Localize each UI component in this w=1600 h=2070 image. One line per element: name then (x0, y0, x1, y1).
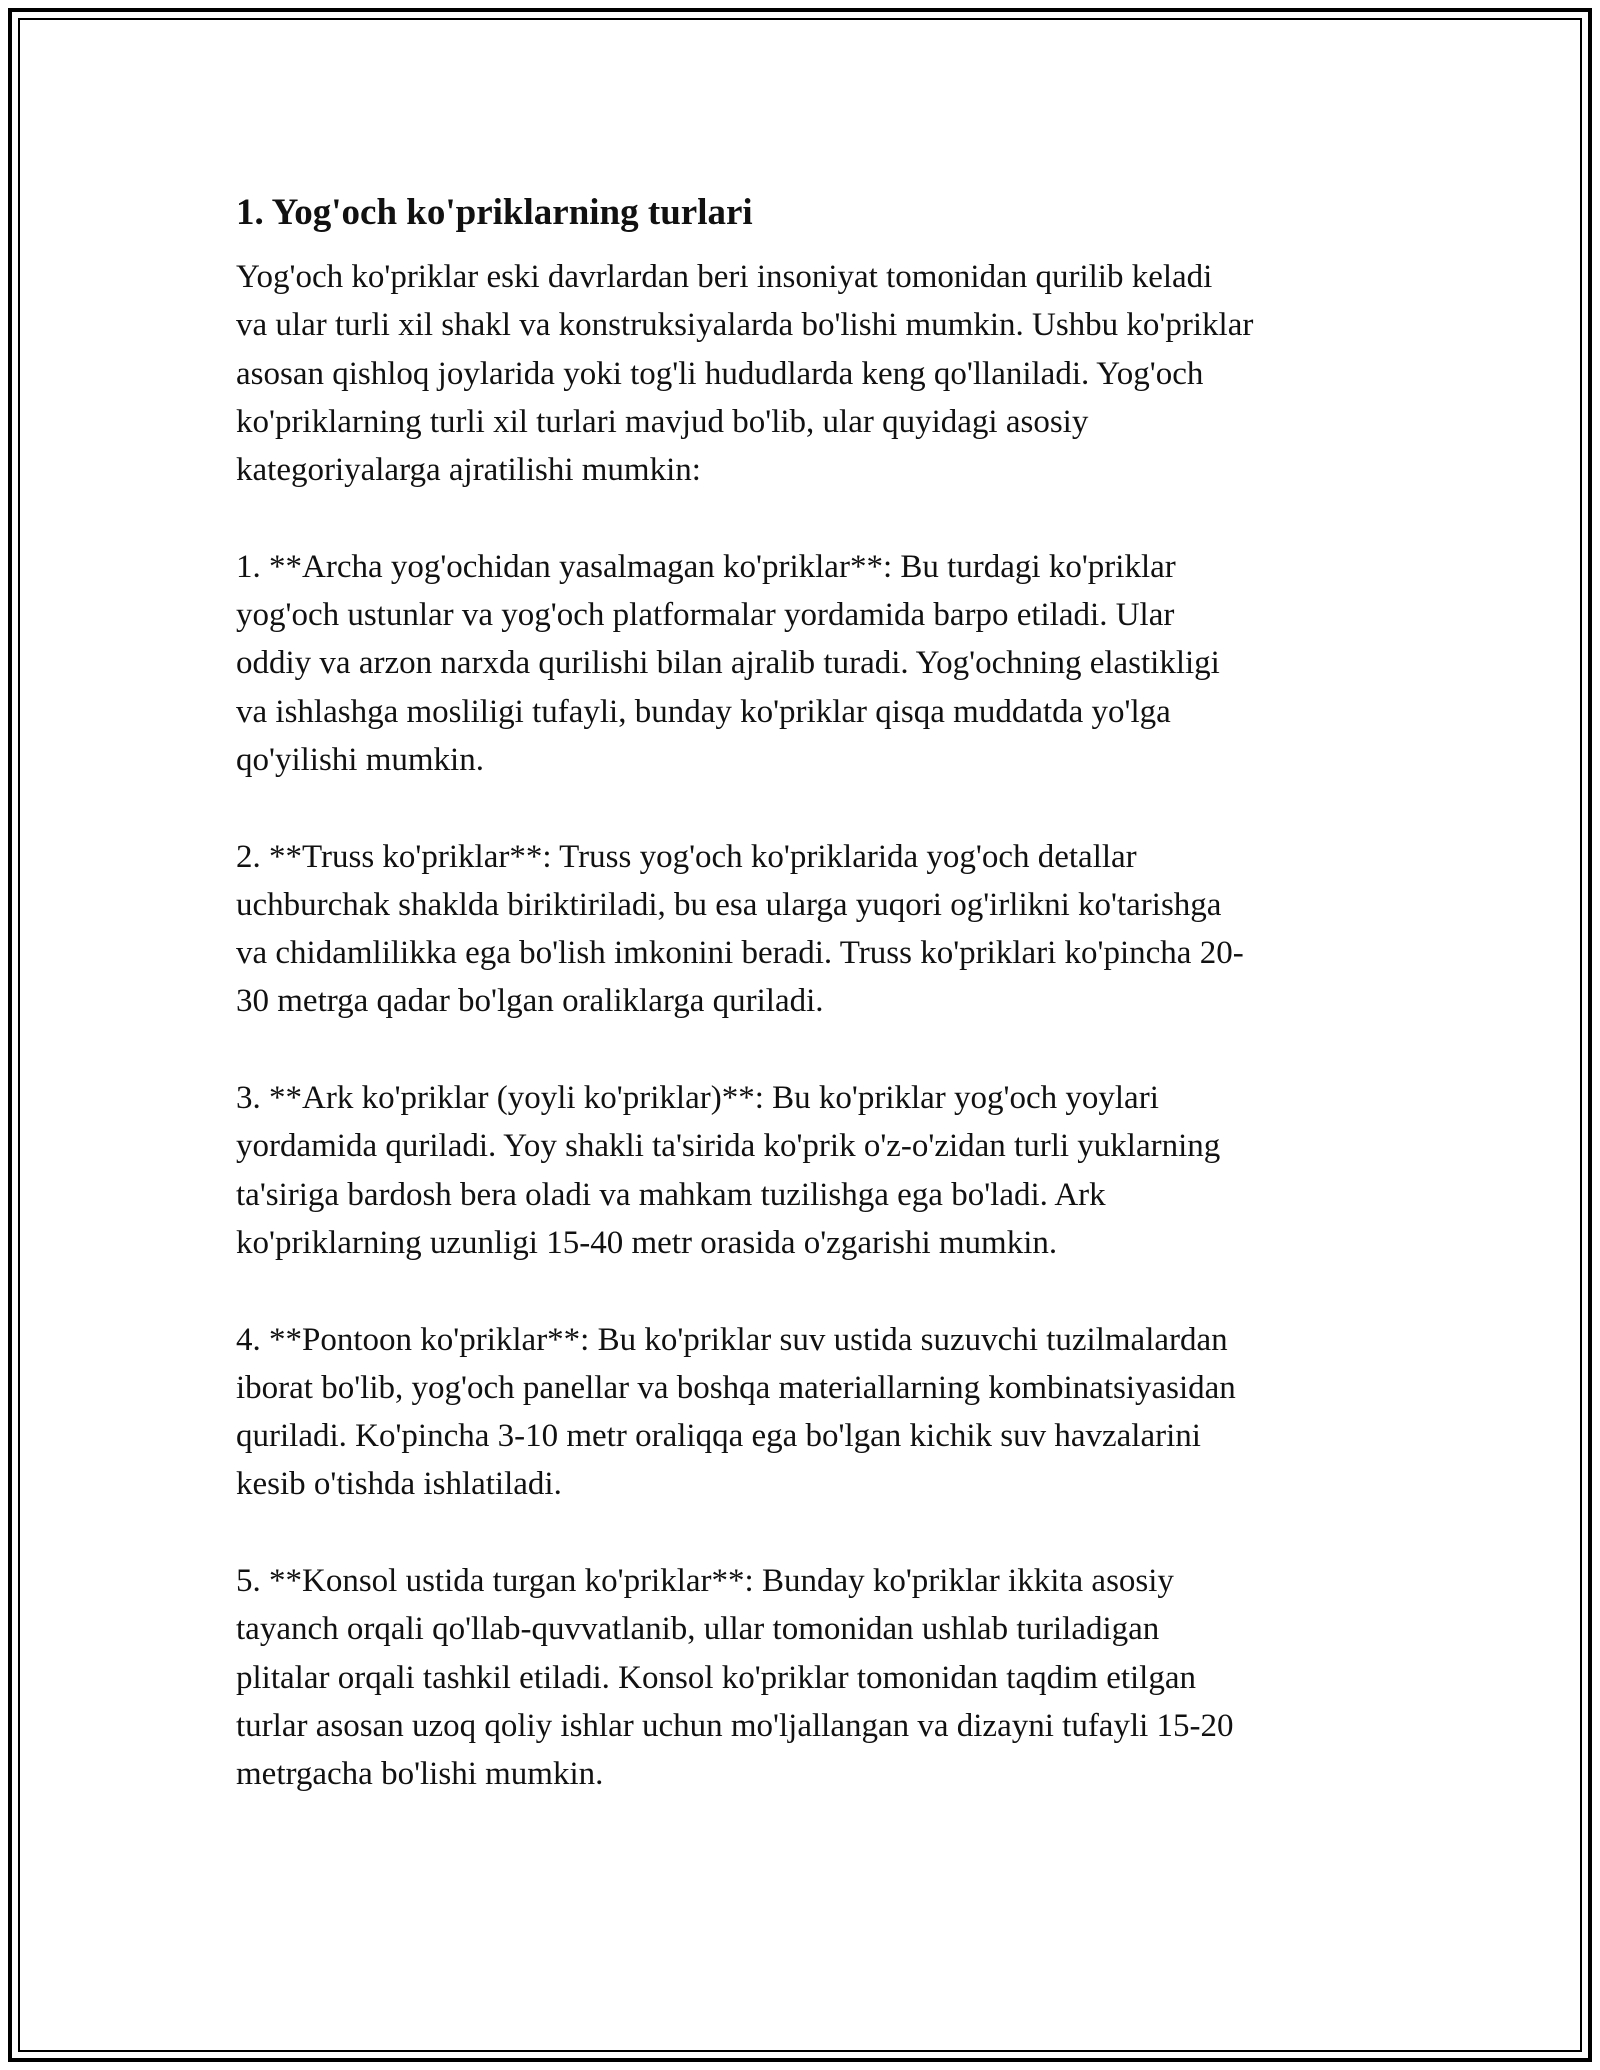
list-item-4-paragraph: 4. **Pontoon ko'priklar**: Bu ko'priklar suv ustida suzuvchi tuzilmalardan iborat bo'lib, yog'och panellar va boshqa materiallarning kombinatsiyasidan quriladi. Ko'pincha 3-10 metr oraliqqa ega bo'lgan kichik suv havzalarini kesib o'tishda ishlatiladi. (236, 1321, 1236, 1503)
list-item-5-paragraph: 5. **Konsol ustida turgan ko'priklar**: Bunday ko'priklar ikkita asosiy tayanch orqali qo'llab-quvvatlanib, ullar tomonidan ushlab turiladigan plitalar orqali tashkil etiladi. Konsol ko'priklar tomonidan taqdim etilgan turlar asosan uzoq qoliy ishlar uchun mo'ljallangan va dizayni tufayli 15-20 metrgacha bo'lishi mumkin. (236, 1563, 1234, 1793)
list-item-1-paragraph: 1. **Archa yog'ochidan yasalmagan ko'priklar**: Bu turdagi ko'priklar yog'och ustunlar va yog'och platformalar yordamida barpo etiladi. Ular oddiy va arzon narxda qurilishi bilan ajralib turadi. Yog'ochning elastikligi va ishlashga mosliligi tufayli, bunday ko'priklar qisqa muddatda yo'lga qo'yilishi mumkin. (236, 548, 1220, 778)
section-heading: 1. Yog'och ko'priklarning turlari (236, 192, 753, 233)
list-item-3-paragraph: 3. **Ark ko'priklar (yoyli ko'priklar)**: Bu ko'priklar yog'och yoylari yordamida quriladi. Yoy shakli ta'sirida ko'prik o'z-o'zidan turli yuklarning ta'siriga bardosh bera oladi va mahkam tuzilishga ega bo'ladi. Ark ko'priklarning uzunligi 15-40 metr orasida o'zgarishi mumkin. (236, 1080, 1221, 1261)
document-body (236, 185, 1376, 1847)
list-item-2-paragraph: 2. **Truss ko'priklar**: Truss yog'och ko'priklarida yog'och detallar uchburchak shaklda biriktiriladi, bu esa ularga yuqori og'irlikni ko'tarishga va chidamlilikka ega bo'lish imkonini beradi. Truss ko'priklari ko'pincha 20- 30 metrga qadar bo'lgan oraliklarga quriladi. (236, 838, 1244, 1020)
intro-paragraph: Yog'och ko'priklar eski davrlardan beri insoniyat tomonidan qurilib keladi va ular turli xil shakl va konstruksiyalarda bo'lishi mumkin. Ushbu ko'priklar asosan qishloq joylarida yoki tog'li hududlarda keng qo'llaniladi. Yog'och ko'priklarning turli xil turlari mavjud bo'lib, ular quyidagi asosiy kategoriyalarga ajratilishi mumkin: (236, 259, 1254, 489)
